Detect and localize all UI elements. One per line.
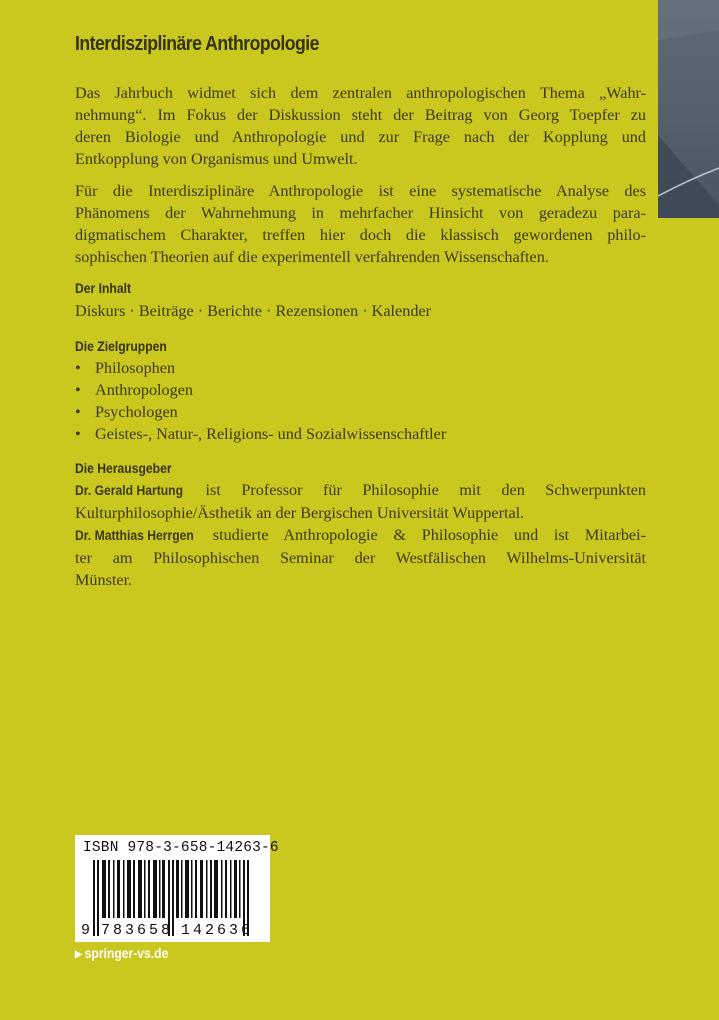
editor2-description: studierte Anthropologie & Philosophie und ist Mitarbei- [212, 526, 647, 544]
audience-list [75, 357, 446, 445]
editors-text [75, 479, 646, 591]
editor2-name: Dr. Matthias Herrgen [75, 528, 194, 543]
editor2-line1 [75, 524, 646, 547]
audience-item-label: Geistes-, Natur-, Religions- und Sozialwissenschaftler [95, 425, 447, 443]
audience-heading: Die Zielgruppen [75, 339, 167, 354]
isbn-barcode [75, 835, 279, 942]
intro-line: nehmung“. Im Fokus der Diskussion steht der Beitrag von Georg Toepfer zu [75, 106, 646, 124]
second-paragraph [75, 180, 646, 268]
decorative-curve-icon [658, 0, 719, 218]
paragraph-line: Phänomens der Wahrnehmung in mehrfacher Hinsicht von geradezu para- [75, 204, 646, 222]
editor1-line1 [75, 479, 646, 502]
intro-paragraph [75, 82, 646, 170]
play-arrow-icon: ▶ [75, 949, 82, 960]
bullet-icon: • [75, 425, 81, 443]
audience-item [75, 401, 446, 423]
book-series-title: Interdisziplinäre Anthropologie [75, 32, 319, 55]
publisher-website-link[interactable] [75, 946, 168, 961]
intro-line: deren Biologie und Anthropologie und zur Frage nach der Kopplung und [75, 128, 646, 146]
audience-item-label: Psychologen [95, 403, 178, 421]
contents-list: Diskurs · Beiträge · Berichte · Rezensionen · Kalender [75, 302, 431, 320]
intro-line: Entkopplung von Organismus und Umwelt. [75, 150, 358, 168]
editor1-line2: Kulturphilosophie/Ästhetik an der Bergischen Universität Wuppertal. [75, 504, 525, 522]
isbn-label: ISBN 978-3-658-14263-6 [83, 840, 279, 856]
audience-item [75, 423, 446, 445]
editor1-description: ist Professor für Philosophie mit den Schwerpunkten [205, 481, 647, 499]
paragraph-line: sophischen Theorien auf die experimentell verfahrenden Wissenschaften. [75, 248, 549, 266]
audience-item-label: Anthropologen [95, 381, 194, 399]
paragraph-line: digmatischem Charakter, treffen hier doch die klassisch gewordenen philo- [75, 226, 646, 244]
bullet-icon: • [75, 381, 81, 399]
paragraph-line: Für die Interdisziplinäre Anthropologie ist eine systematische Analyse des [75, 182, 646, 200]
audience-item [75, 379, 446, 401]
editor2-line3: Münster. [75, 571, 133, 589]
intro-line: Das Jahrbuch widmet sich dem zentralen anthropologischen Thema „Wahr- [75, 84, 646, 102]
editor2-line2: ter am Philosophischen Seminar der Westfälischen Wilhelms-Universität [75, 549, 646, 567]
contents-heading: Der Inhalt [75, 281, 132, 296]
publisher-website-label: springer-vs.de [84, 946, 169, 961]
editors-heading: Die Herausgeber [75, 461, 172, 476]
barcode-digits [81, 922, 264, 939]
audience-item [75, 357, 446, 379]
bullet-icon: • [75, 403, 81, 421]
barcode-left-digits: 783658 [101, 922, 174, 939]
bullet-icon: • [75, 359, 81, 377]
editor1-name: Dr. Gerald Hartung [75, 483, 184, 498]
barcode-lead-digit: 9 [81, 922, 91, 939]
barcode-right-digits: 142636 [181, 922, 254, 939]
audience-item-label: Philosophen [95, 359, 176, 377]
cover-corner-graphic [658, 0, 719, 218]
